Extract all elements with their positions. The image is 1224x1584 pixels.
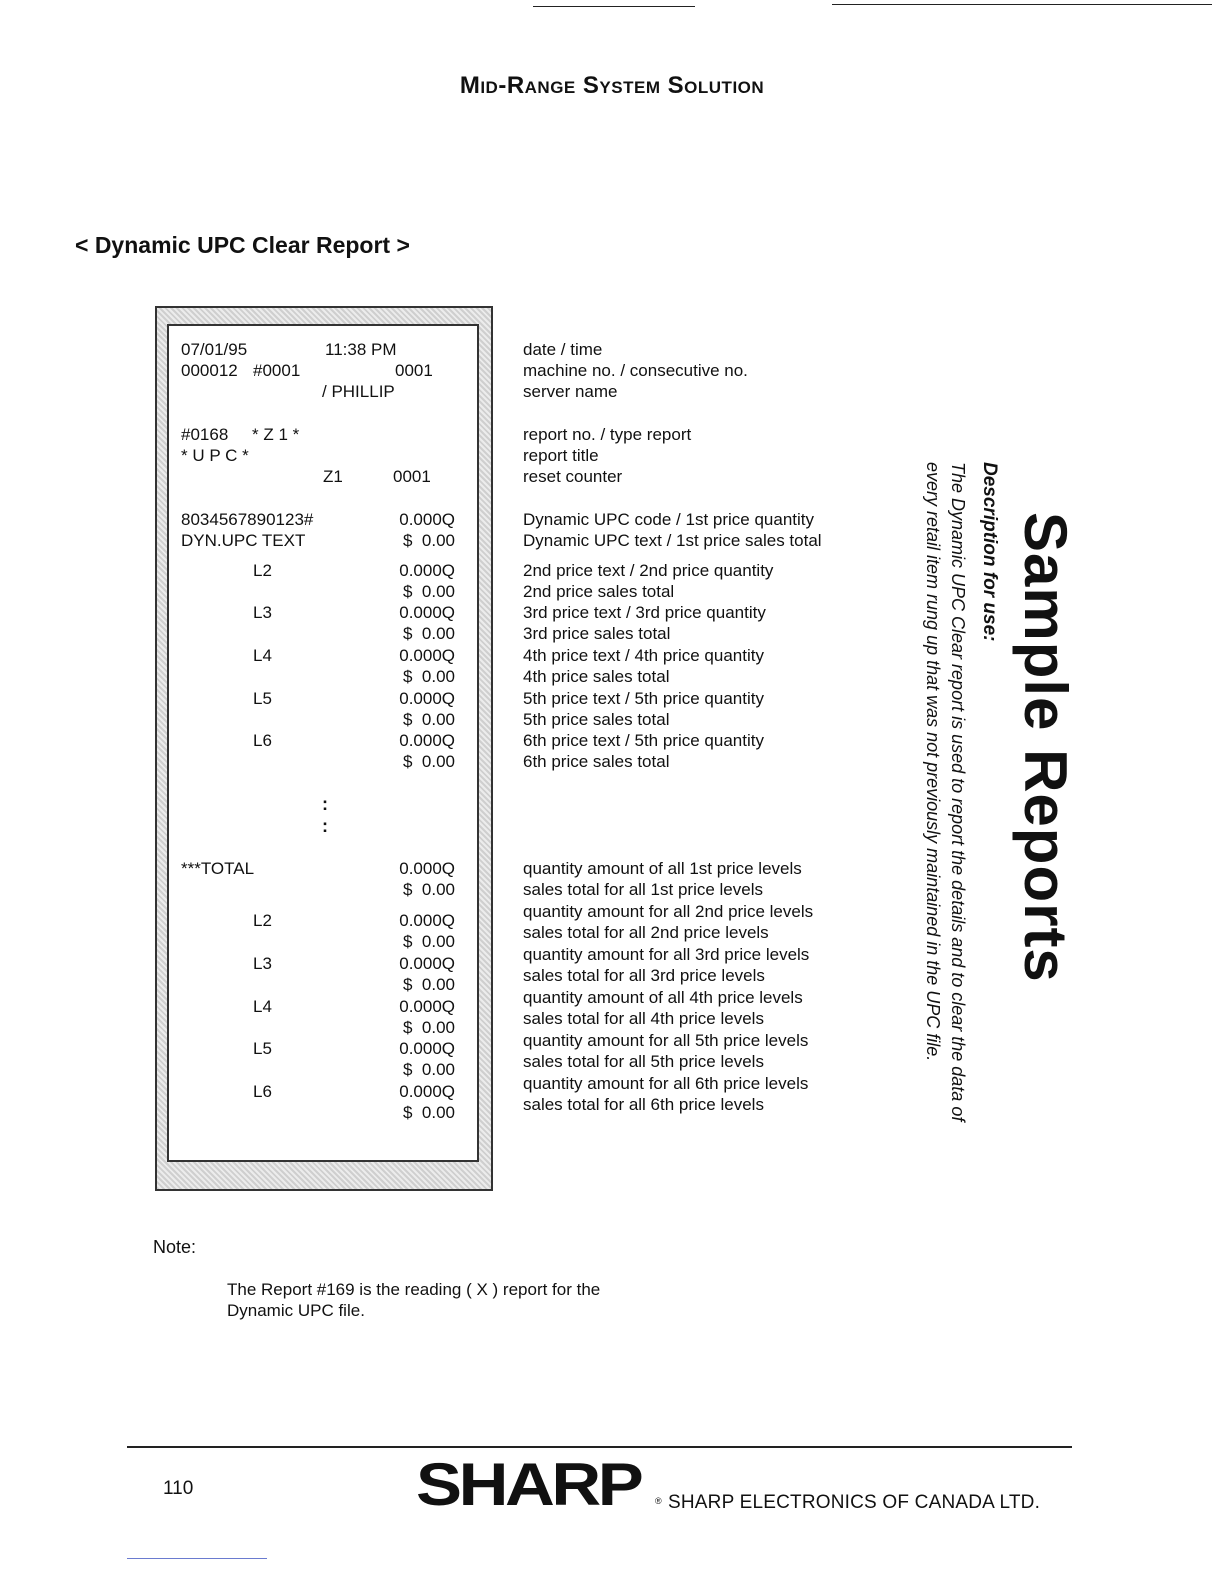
top-rule-right: [832, 4, 1212, 5]
sample-reports-title: Sample Reports: [1012, 512, 1079, 983]
description-line: report title: [523, 446, 599, 465]
total-level-label: L6: [253, 1082, 272, 1101]
total-qty: 0.000Q: [399, 859, 455, 878]
description-line: 5th price text / 5th price quantity: [523, 689, 764, 708]
receipt-report-title: * U P C *: [181, 446, 249, 465]
level-total: $ 0.00: [403, 624, 455, 643]
level-qty: 0.000Q: [399, 731, 455, 750]
description-line: quantity amount for all 3rd price levels: [523, 945, 810, 964]
total-level-total: $ 0.00: [403, 1060, 455, 1079]
total-level-total: $ 0.00: [403, 1103, 455, 1122]
description-line: quantity amount of all 4th price levels: [523, 988, 803, 1007]
note-body: The Report #169 is the reading ( X ) report for the Dynamic UPC file.: [227, 1280, 601, 1320]
total-level-label: L3: [253, 954, 272, 973]
level-qty: 0.000Q: [399, 689, 455, 708]
description-line: sales total for all 3rd price levels: [523, 966, 765, 985]
total-level-total: $ 0.00: [403, 975, 455, 994]
description-line: sales total for all 5th price levels: [523, 1052, 764, 1071]
level-label: L3: [253, 603, 272, 622]
description-line: Dynamic UPC code / 1st price quantity: [523, 510, 815, 529]
description-line: machine no. / consecutive no.: [523, 361, 748, 380]
total-label: ***TOTAL: [181, 859, 255, 878]
footer-rule: [127, 1446, 1072, 1448]
level-total: $ 0.00: [403, 582, 455, 601]
description-line: sales total for all 4th price levels: [523, 1009, 764, 1028]
level-qty: 0.000Q: [399, 603, 455, 622]
total-level-total: $ 0.00: [403, 1018, 455, 1037]
bottom-link-rule: [127, 1558, 267, 1559]
receipt-reset-label: Z1: [323, 467, 343, 486]
receipt-first-total: $ 0.00: [403, 531, 455, 550]
level-total: $ 0.00: [403, 710, 455, 729]
continuation-dots: :: [322, 816, 328, 836]
description-line: server name: [523, 382, 618, 401]
description-line: quantity amount for all 2nd price levels: [523, 902, 814, 921]
description-line: sales total for all 2nd price levels: [523, 923, 769, 942]
description-line: 3rd price sales total: [523, 624, 671, 643]
description-line: 3rd price text / 3rd price quantity: [523, 603, 766, 622]
receipt-first-qty: 0.000Q: [399, 510, 455, 529]
description-line: sales total for all 6th price levels: [523, 1095, 764, 1114]
section-title: < Dynamic UPC Clear Report >: [75, 232, 410, 258]
description-line: quantity amount for all 5th price levels: [523, 1031, 809, 1050]
receipt-server-name: / PHILLIP: [322, 382, 395, 401]
level-qty: 0.000Q: [399, 646, 455, 665]
description-line: quantity amount of all 1st price levels: [523, 859, 802, 878]
description-line: sales total for all 1st price levels: [523, 880, 763, 899]
description-line: date / time: [523, 340, 603, 359]
receipt-consecutive: #0001: [253, 361, 301, 380]
top-rule-left: [533, 6, 695, 7]
level-label: L6: [253, 731, 272, 750]
receipt-upc-code: 8034567890123#: [181, 510, 314, 529]
level-total: $ 0.00: [403, 752, 455, 771]
receipt-machine: 000012: [181, 361, 238, 380]
registered-mark: ®: [655, 1496, 662, 1506]
description-line: 5th price sales total: [523, 710, 670, 729]
receipt-report-type: * Z 1 *: [252, 425, 300, 444]
description-line: Dynamic UPC text / 1st price sales total: [523, 531, 822, 550]
receipt-server-no: 0001: [395, 361, 433, 380]
continuation-dots: :: [322, 794, 328, 814]
note-label: Note:: [153, 1237, 197, 1257]
total-level-label: L4: [253, 997, 272, 1016]
level-qty: 0.000Q: [399, 561, 455, 580]
sharp-logo: SHARP: [416, 1451, 641, 1518]
total-level-label: L2: [253, 911, 272, 930]
total-level-label: L5: [253, 1039, 272, 1058]
receipt-date: 07/01/95: [181, 340, 248, 359]
description-line: 2nd price text / 2nd price quantity: [523, 561, 774, 580]
total-level-qty: 0.000Q: [399, 911, 455, 930]
level-label: L5: [253, 689, 272, 708]
receipt-upc-text: DYN.UPC TEXT: [181, 531, 306, 550]
description-line: reset counter: [523, 467, 623, 486]
total-sales: $ 0.00: [403, 880, 455, 899]
description-line: 6th price sales total: [523, 752, 670, 771]
description-line: 6th price text / 5th price quantity: [523, 731, 764, 750]
total-level-qty: 0.000Q: [399, 954, 455, 973]
description-line: 4th price sales total: [523, 667, 670, 686]
description-text-line2: every retail item rung up that was not previously maintained in the UPC file.: [923, 462, 943, 1062]
level-total: $ 0.00: [403, 667, 455, 686]
description-line: quantity amount for all 6th price levels: [523, 1074, 809, 1093]
level-label: L4: [253, 646, 272, 665]
total-level-total: $ 0.00: [403, 932, 455, 951]
total-level-qty: 0.000Q: [399, 997, 455, 1016]
page-number: 110: [163, 1478, 194, 1499]
level-label: L2: [253, 561, 272, 580]
description-line: 2nd price sales total: [523, 582, 675, 601]
receipt-time: 11:38 PM: [325, 340, 397, 359]
page-header-title: Mid-Range System Solution: [459, 72, 765, 99]
total-level-qty: 0.000Q: [399, 1082, 455, 1101]
description-line: 4th price text / 4th price quantity: [523, 646, 764, 665]
receipt-reset-value: 0001: [393, 467, 431, 486]
receipt-report-no: #0168: [181, 425, 229, 444]
company-name: SHARP ELECTRONICS OF CANADA LTD.: [668, 1492, 1041, 1513]
description-heading: Description for use:: [979, 462, 1000, 642]
total-level-qty: 0.000Q: [399, 1039, 455, 1058]
description-line: report no. / type report: [523, 425, 692, 444]
description-text-line1: The Dynamic UPC Clear report is used to report the details and to clear the data of: [948, 462, 968, 1122]
